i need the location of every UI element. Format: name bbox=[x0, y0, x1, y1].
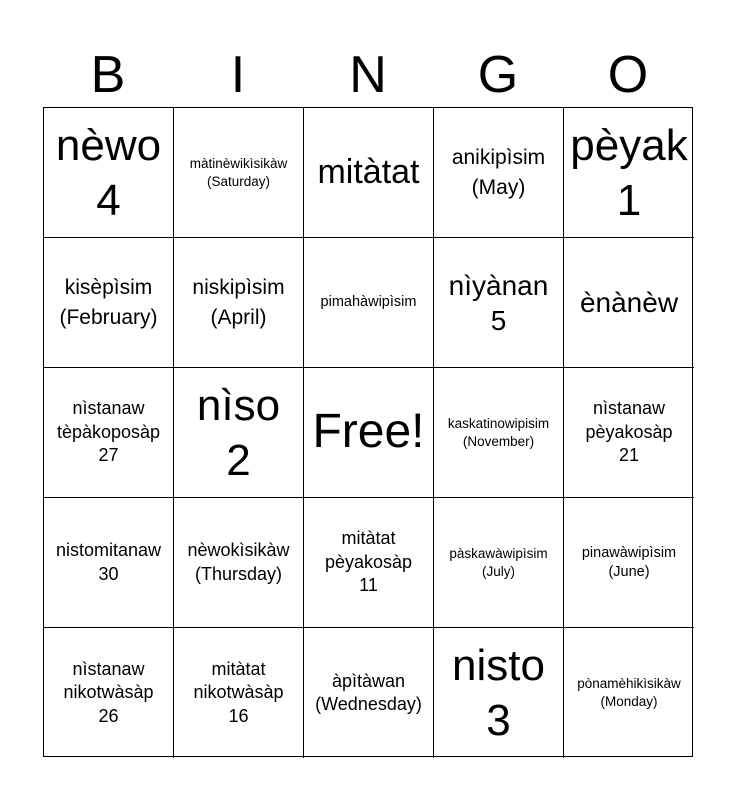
cell-text: mitàtat bbox=[317, 153, 420, 192]
bingo-cell[interactable] bbox=[564, 238, 694, 368]
bingo-cell[interactable] bbox=[434, 368, 564, 498]
cell-text: pònamèhikìsikàw (Monday) bbox=[577, 676, 681, 709]
bingo-cell[interactable] bbox=[564, 628, 694, 758]
bingo-cell[interactable] bbox=[174, 498, 304, 628]
cell-text: mitàtat nikotwàsàp 16 bbox=[193, 658, 284, 726]
bingo-board bbox=[43, 107, 693, 757]
bingo-cell[interactable] bbox=[44, 498, 174, 628]
free-cell[interactable] bbox=[304, 368, 434, 498]
bingo-cell[interactable] bbox=[174, 628, 304, 758]
bingo-cell[interactable] bbox=[44, 628, 174, 758]
cell-text: àpìtàwan (Wednesday) bbox=[315, 670, 422, 714]
cell-text: nìstanaw pèyakosàp 21 bbox=[585, 398, 673, 466]
header-letter-n: N bbox=[349, 46, 387, 104]
cell-text: nistomitanaw 30 bbox=[55, 540, 162, 584]
cell-text: nìyànan 5 bbox=[448, 269, 549, 336]
cell-text: nèwo 4 bbox=[55, 120, 162, 225]
header-letter-i: I bbox=[230, 46, 246, 104]
bingo-cell[interactable] bbox=[304, 498, 434, 628]
cell-text: ènànèw bbox=[579, 287, 679, 318]
bingo-cell[interactable] bbox=[174, 108, 304, 238]
cell-text: nisto 3 bbox=[452, 641, 545, 745]
cell-text: niskipìsim (April) bbox=[192, 276, 285, 329]
bingo-cell[interactable] bbox=[564, 108, 694, 238]
cell-text: mitàtat pèyakosàp 11 bbox=[324, 528, 413, 596]
bingo-cell[interactable] bbox=[174, 368, 304, 498]
cell-text: Free! bbox=[312, 405, 425, 459]
bingo-cell[interactable] bbox=[434, 108, 564, 238]
cell-text: màtinèwikìsikàw (Saturday) bbox=[189, 155, 288, 189]
cell-text: anikipìsim (May) bbox=[451, 146, 546, 199]
bingo-cell[interactable] bbox=[434, 628, 564, 758]
cell-text: nìso 2 bbox=[196, 380, 281, 485]
cell-text: kisèpìsim (February) bbox=[59, 276, 158, 329]
header-letter-b: B bbox=[90, 46, 126, 104]
cell-text: pèyak 1 bbox=[570, 120, 688, 225]
cell-text: kaskatinowipisim (November) bbox=[447, 415, 550, 449]
bingo-cell[interactable] bbox=[304, 238, 434, 368]
cell-text: pàskawàwipìsim (July) bbox=[449, 545, 548, 579]
cell-text: pimahàwipìsim bbox=[320, 294, 417, 311]
bingo-cell[interactable] bbox=[174, 238, 304, 368]
cell-text: nìstanaw tèpàkoposàp 27 bbox=[56, 398, 161, 466]
bingo-cell[interactable] bbox=[44, 108, 174, 238]
bingo-cell[interactable] bbox=[304, 108, 434, 238]
bingo-cell[interactable] bbox=[304, 628, 434, 758]
bingo-cell[interactable] bbox=[44, 238, 174, 368]
cell-text: nìstanaw nikotwàsàp 26 bbox=[63, 658, 154, 726]
bingo-cell[interactable] bbox=[434, 238, 564, 368]
bingo-cell[interactable] bbox=[564, 498, 694, 628]
cell-text: nèwokìsikàw (Thursday) bbox=[187, 540, 290, 584]
cell-text: pinawàwipìsim (June) bbox=[581, 545, 677, 580]
bingo-cell[interactable] bbox=[564, 368, 694, 498]
header-letter-g: G bbox=[477, 46, 519, 104]
header-letter-o: O bbox=[607, 46, 649, 104]
bingo-cell[interactable] bbox=[434, 498, 564, 628]
bingo-header bbox=[43, 42, 693, 108]
bingo-cell[interactable] bbox=[44, 368, 174, 498]
